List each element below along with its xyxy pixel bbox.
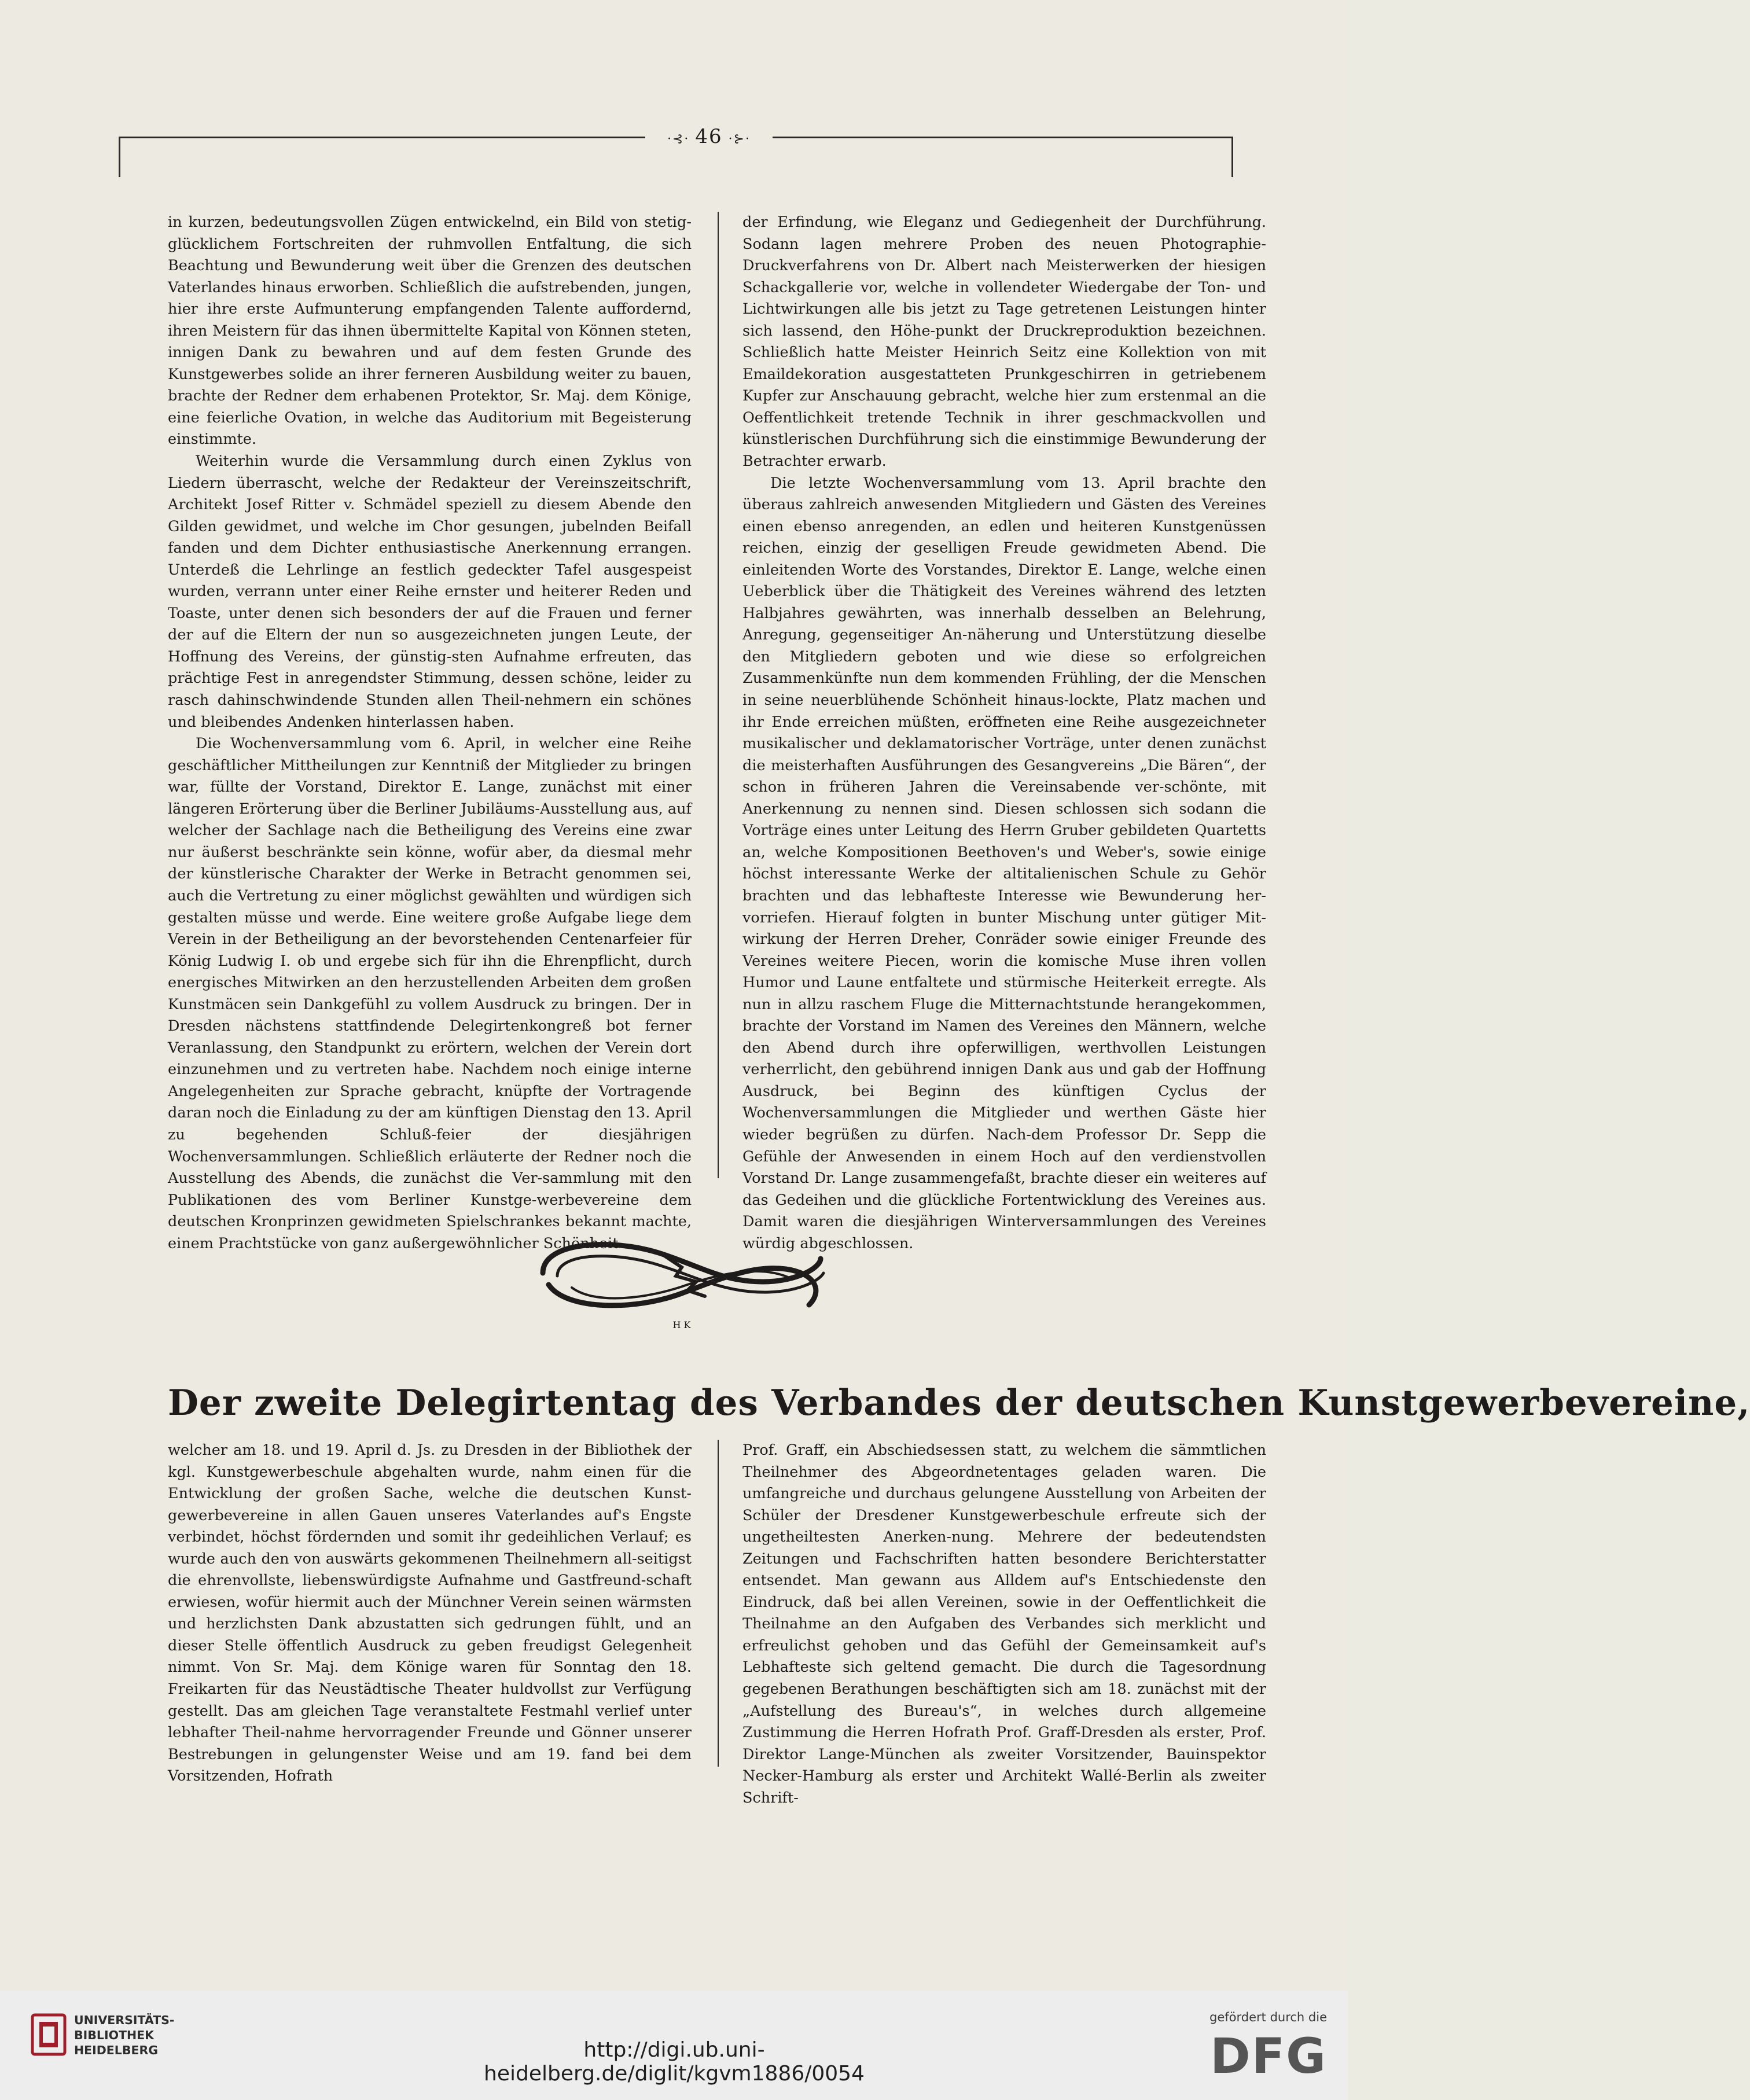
paragraph: Prof. Graff, ein Abschiedsessen statt, zu welchem die sämmtlichen Theilnehmer des Abgeordnetentages geladen waren. Die umfangreiche und durchaus gelungene Ausstellung von Arbeiten der Schüler der Dresdener Kunstgewerbeschule erfreute sich der ungetheiltesten Anerken-nung. Mehrere der bedeutendsten Zeitungen und Fachschriften hatten besondere Berichterstatter entsendet. Man gewann aus Alldem auf's Entschiedenste den Eindruck, daß bei allen Vereinen, sowie in der Oeffentlichkeit die Theilnahme an den Aufgaben des Verbandes sich merklicht und erfreulichst gehoben und das Gefühl der Gemeinsamkeit auf's Lebhafteste sich geltend gemacht. Die durch die Tagesordnung gegebenen Berathungen beschäftigten sich am 18. zunächst mit der „Aufstellung des Bureau's“, in welches durch allgemeine Zustimmung die Herren Hofrath Prof. Graff-Dresden als erster, Prof. Direktor Lange-München als zweiter Vorsitzender, Bauinspektor Necker-Hamburg als erster und Architekt Wallé-Berlin als zweiter Schrift-: [742, 1441, 1266, 1807]
section-heading: Der zweite Delegirtentag des Verbandes der deutschen Kunstgewerbevereine,: [168, 1382, 1750, 1424]
ornament-monogram: H K: [672, 1319, 691, 1330]
page-number-ornament-right: ·⊱·: [728, 132, 751, 146]
page-number: 46: [695, 125, 723, 148]
calligraphic-ornament: [531, 1218, 832, 1337]
column-divider-bottom: [718, 1440, 719, 1767]
paragraph: Die letzte Wochenversammlung vom 13. April brachte den überaus zahlreich anwesenden Mitgliedern und Gästen des Vereines einen ebenso anregenden, an edlen und heiteren Kunstgenüssen reichen, einzig der geselligen Freude gewidmeten Abend. Die einleitenden Worte des Vorstandes, Direktor E. Lange, welche einen Ueberblick über die Thätigkeit des Vereines während des letzten Halbjahres gewährten, was innerhalb desselben an Belehrung, Anregung, gegenseitiger An-näherung und Unterstützung dieselbe den Mitgliedern geboten und wie diese so erfolgreichen Zusammenkünfte nun dem kommenden Frühling, der die Menschen in seine neuerblühende Schönheit hinaus-lockte, Platz machen und ihr Ende erreichen müßten, eröffneten eine Reihe ausgezeichneter musikalischer und deklamatorischer Vorträge, unter denen zunächst die meisterhaften Ausführungen des Gesangvereins „Die Bären“, der schon in früheren Jahren die Vereinsabende ver-schönte, mit Anerkennung zu nennen sind. Diesen schlossen sich sodann die Vorträge eines unter Leitung des Herrn Gruber gebildeten Quartetts an, welche Kompositionen Beethoven's und Weber's, sowie einige höchst interessante Werke der altitalienischen Schule zu Gehör brachten und das lebhafteste Interesse wie Bewunderung her-vorriefen. Hierauf folgten in bunter Mischung unter gütiger Mit-wirkung der Herren Dreher, Conräder sowie einiger Freunde des Vereines weitere Piecen, worin die komische Muse ihren vollen Humor und Laune entfaltete und stürmische Heiterkeit erregte. Als nun in allzu raschem Fluge die Mitternachtstunde herangekommen, brachte der Vorstand im Namen des Vereines den Männern, welche den Abend durch ihre opferwilligen, werthvollen Leistungen verherrlicht, den gebührend innigen Dank aus und gab der Hoffnung Ausdruck, bei Beginn des künftigen Cyclus der Wochenversammlungen die Mitglieder und werthen Gäste hier wieder begrüßen zu dürfen. Nach-dem Professor Dr. Sepp die Gefühle der Anwesenden in einem Hoch auf den verdienstvollen Vorstand Dr. Lange zusammengefaßt, brachte dieser ein weiteres auf das Gedeihen und die glückliche Fortentwicklung des Vereines aus. Damit waren die diesjährigen Winterversammlungen des Vereines würdig abgeschlossen.: [742, 474, 1266, 1252]
paragraph: welcher am 18. und 19. April d. Js. zu Dresden in der Bibliothek der kgl. Kunstgewerbeschule abgehalten wurde, nahm einen für die Entwicklung der großen Sache, welche die deutschen Kunst-gewerbevereine in allen Gauen unseres Vaterlandes auf's Engste verbindet, höchst fördernden und somit ihr gedeihlichen Verlauf; es wurde auch den von auswärts gekommenen Theilnehmern all-seitigst die ehrenvollste, liebenswürdigste Aufnahme und Gastfreund-schaft erwiesen, wofür hiermit auch der Münchner Verein seinen wärmsten und herzlichsten Dank abzustatten sich gedrungen fühlt, und an dieser Stelle öffentlich Ausdruck zu geben freudigst Gelegenheit nimmt. Von Sr. Maj. dem Könige waren für Sonntag den 18. Freikarten für das Neustädtische Theater huldvollst zur Verfügung gestellt. Das am gleichen Tage veranstaltete Festmahl verlief unter lebhafter Theil-nahme hervorragender Freunde und Gönner unserer Bestrebungen in gelungenster Weise und am 19. fand bei dem Vorsitzenden, Hofrath: [168, 1441, 692, 1785]
university-seal-icon: [30, 2013, 67, 2057]
paragraph: Weiterhin wurde die Versammlung durch einen Zyklus von Liedern überrascht, welche der Redakteur der Vereinszeitschrift, Architekt Josef Ritter v. Schmädel speziell zu diesem Abende den Gilden gewidmet, und welche im Chor gesungen, jubelnden Beifall fanden und dem Dichter enthusiastische Anerkennung errangen. Unterdeß die Lehrlinge an festlich gedeckter Tafel ausgespeist wurden, verrann unter einer Reihe ernster und heiterer Reden und Toaste, unter denen sich besonders der auf die Frauen und ferner der auf die Eltern der nun so ausgezeichneten jungen Leute, der Hoffnung des Vereins, der günstig-sten Aufnahme erfreuten, das prächtige Fest in anregendster Stimmung, dessen schöne, leider zu rasch dahinschwindende Stunden allen Theil-nehmern ein schönes und bleibendes Andenken hinterlassen haben.: [168, 453, 692, 731]
top-right-column: [742, 212, 1266, 1255]
bottom-right-column: [742, 1440, 1266, 1809]
dfg-logo[interactable]: DFG: [1209, 2028, 1327, 2084]
header-frame-right: [1221, 137, 1233, 177]
library-line: UNIVERSITÄTS-: [74, 2013, 175, 2027]
page-number-header: [645, 120, 773, 153]
bottom-left-column: [168, 1440, 692, 1788]
paragraph: Die Wochenversammlung vom 6. April, in welcher eine Reihe geschäftlicher Mittheilungen zur Kenntniß der Mitglieder zu bringen war, füllte der Vorstand, Direktor E. Lange, zunächst mit einer längeren Erörterung über die Berliner Jubiläums-Ausstellung aus, auf welcher der Sachlage nach die Betheiligung des Vereins eine zwar nur äußerst beschränkte sein könne, wofür aber, da diesmal mehr der künstlerische Charakter der Werke in Betracht genommen sei, auch die Vertretung zu einer möglichst gewählten und würdigen sich gestalten müsse und werde. Eine weitere große Aufgabe liege dem Verein in der Betheiligung an der bevorstehenden Centenarfeier für König Ludwig I. ob und ergebe sich für ihn die Ehrenpflicht, durch energisches Mitwirken an den herzustellenden Arbeiten dem großen Kunstmäcen sein Dankgefühl zu vollem Ausdruck zu bringen. Der in Dresden nächstens stattfindende Delegirtenkongreß bot ferner Veranlassung, den Standpunkt zu erörtern, welchen der Verein dort einzunehmen und zu vertreten habe. Nachdem noch einige interne Angelegenheiten zur Sprache gebracht, knüpfte der Vortragende daran noch die Einladung zu der am künftigen Dienstag den 13. April zu begehenden Schluß-feier der diesjährigen Wochenversammlungen. Schließlich erläuterte der Redner noch die Ausstellung des Abends, die zunächst die Ver-sammlung mit den Publikationen des vom Berliner Kunstge-werbevereine dem deutschen Kronprinzen gewidmeten Spielschrankes bekannt machte, einem Prachtstücke von ganz außergewöhnlicher Schönheit: [168, 735, 692, 1252]
top-left-column: [168, 212, 692, 1255]
column-divider-top: [718, 212, 719, 1178]
page-number-ornament-left: ·⊰·: [667, 132, 690, 146]
paragraph: in kurzen, bedeutungsvollen Zügen entwickelnd, ein Bild von stetig-glücklichem Fortschreiten der ruhmvollen Entfaltung, die sich Beachtung und Bewunderung weit über die Grenzen des deutschen Vaterlandes hinaus erworben. Schließlich die aufstrebenden, jungen, hier ihre erste Aufmunterung empfangenden Talente auffordernd, ihren Meistern für das ihnen übermittelte Kapital von Können steten, innigen Dank zu bewahren und auf dem festen Grunde des Kunstgewerbes solide an ihrer ferneren Ausbildung weiter zu bauen, brachte der Redner dem erhabenen Protektor, Sr. Maj. dem Könige, eine feierliche Ovation, in welche das Auditorium mit Begeisterung einstimmte.: [168, 214, 692, 448]
permalink-url[interactable]: http://digi.ub.uni-heidelberg.de/diglit/kgvm1886/0054: [484, 2038, 865, 2086]
sponsor-label: gefördert durch die: [1209, 2010, 1327, 2024]
paragraph: der Erfindung, wie Eleganz und Gediegenheit der Durchführung. Sodann lagen mehrere Proben des neuen Photographie-Druckverfahrens von Dr. Albert nach Meisterwerken der hiesigen Schackgallerie vor, welche in vollendeter Wiedergabe der Ton- und Lichtwirkungen alle bis jetzt zu Tage getretenen Leistungen hinter sich lassend, den Höhe-punkt der Druckreproduktion bezeichnen. Schließlich hatte Meister Heinrich Seitz eine Kollektion von mit Emaildekoration ausgestatteten Prunkgeschirren in getriebenem Kupfer zur Anschauung gebracht, welche hier zum erstenmal an die Oeffentlichkeit tretende Technik in ihrer geschmackvollen und künstlerischen Durchführung sich die einstimmige Bewunderung der Betrachter erwarb.: [742, 214, 1266, 470]
header-frame-left: [119, 137, 131, 177]
library-line: BIBLIOTHEK: [74, 2028, 155, 2042]
university-library-name[interactable]: [74, 2013, 174, 2058]
library-line: HEIDELBERG: [74, 2043, 159, 2057]
